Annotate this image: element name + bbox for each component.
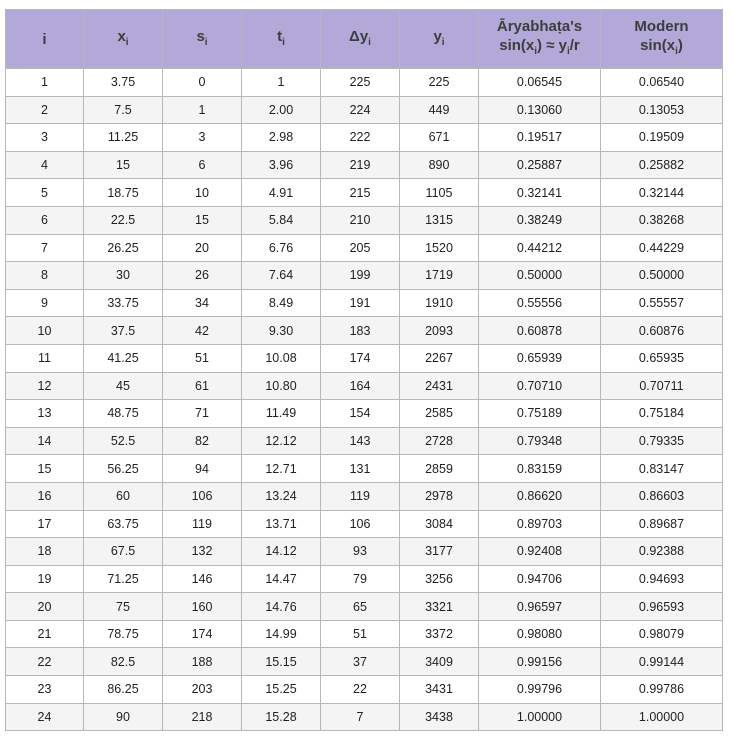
cell-x: 37.5 [84,317,163,345]
cell-s: 3 [163,124,242,152]
cell-modern-sine: 0.25882 [601,151,723,179]
cell-i: 6 [6,206,84,234]
table-row [6,427,723,455]
cell-delta-y: 131 [321,455,400,483]
cell-s: 26 [163,262,242,290]
cell-x: 48.75 [84,400,163,428]
cell-t: 10.80 [242,372,321,400]
cell-i: 11 [6,344,84,372]
cell-aryabhata-sine: 0.99796 [479,676,601,704]
cell-modern-sine: 0.55557 [601,289,723,317]
cell-t: 13.24 [242,482,321,510]
cell-aryabhata-sine: 0.96597 [479,593,601,621]
cell-delta-y: 51 [321,620,400,648]
table-row [6,648,723,676]
cell-delta-y: 106 [321,510,400,538]
cell-x: 78.75 [84,620,163,648]
cell-modern-sine: 1.00000 [601,703,723,731]
cell-y: 1105 [400,179,479,207]
cell-aryabhata-sine: 0.98080 [479,620,601,648]
header-delta-y: $\Delta y_i$ [321,10,400,69]
cell-delta-y: 164 [321,372,400,400]
cell-modern-sine: 0.99144 [601,648,723,676]
cell-y: 3084 [400,510,479,538]
table-row [6,234,723,262]
table-row [6,151,723,179]
cell-aryabhata-sine: 0.86620 [479,482,601,510]
cell-delta-y: 65 [321,593,400,621]
cell-modern-sine: 0.94693 [601,565,723,593]
cell-y: 3256 [400,565,479,593]
table-row [6,124,723,152]
cell-delta-y: 215 [321,179,400,207]
cell-aryabhata-sine: 1.00000 [479,703,601,731]
cell-x: 56.25 [84,455,163,483]
table-row [6,482,723,510]
cell-y: 1719 [400,262,479,290]
cell-i: 17 [6,510,84,538]
table-row [6,620,723,648]
cell-s: 218 [163,703,242,731]
cell-s: 82 [163,427,242,455]
cell-modern-sine: 0.65935 [601,344,723,372]
cell-i: 3 [6,124,84,152]
cell-modern-sine: 0.86603 [601,482,723,510]
cell-modern-sine: 0.50000 [601,262,723,290]
cell-x: 26.25 [84,234,163,262]
cell-t: 12.12 [242,427,321,455]
cell-y: 2431 [400,372,479,400]
cell-t: 2.98 [242,124,321,152]
cell-modern-sine: 0.13053 [601,96,723,124]
header-modern-sine: Modern $\sin(x_i)$ [601,10,723,69]
cell-s: 94 [163,455,242,483]
table-row [6,96,723,124]
cell-x: 90 [84,703,163,731]
cell-t: 14.99 [242,620,321,648]
cell-y: 671 [400,124,479,152]
cell-t: 14.47 [242,565,321,593]
cell-i: 13 [6,400,84,428]
cell-y: 449 [400,96,479,124]
cell-aryabhata-sine: 0.89703 [479,510,601,538]
cell-x: 22.5 [84,206,163,234]
cell-aryabhata-sine: 0.94706 [479,565,601,593]
cell-delta-y: 199 [321,262,400,290]
cell-x: 11.25 [84,124,163,152]
cell-y: 2093 [400,317,479,345]
cell-delta-y: 191 [321,289,400,317]
cell-s: 0 [163,69,242,97]
cell-s: 132 [163,538,242,566]
cell-t: 1 [242,69,321,97]
cell-i: 10 [6,317,84,345]
cell-t: 7.64 [242,262,321,290]
cell-delta-y: 37 [321,648,400,676]
cell-i: 21 [6,620,84,648]
cell-aryabhata-sine: 0.92408 [479,538,601,566]
cell-i: 4 [6,151,84,179]
cell-t: 15.25 [242,676,321,704]
cell-aryabhata-sine: 0.13060 [479,96,601,124]
cell-y: 890 [400,151,479,179]
table-row [6,510,723,538]
cell-i: 2 [6,96,84,124]
cell-modern-sine: 0.89687 [601,510,723,538]
cell-i: 8 [6,262,84,290]
cell-x: 18.75 [84,179,163,207]
cell-aryabhata-sine: 0.38249 [479,206,601,234]
cell-aryabhata-sine: 0.50000 [479,262,601,290]
cell-t: 8.49 [242,289,321,317]
cell-x: 60 [84,482,163,510]
cell-x: 86.25 [84,676,163,704]
table-row [6,372,723,400]
table-row [6,317,723,345]
cell-y: 2978 [400,482,479,510]
cell-i: 5 [6,179,84,207]
cell-y: 2585 [400,400,479,428]
cell-i: 7 [6,234,84,262]
cell-s: 42 [163,317,242,345]
cell-delta-y: 222 [321,124,400,152]
cell-i: 22 [6,648,84,676]
cell-i: 24 [6,703,84,731]
cell-t: 6.76 [242,234,321,262]
cell-aryabhata-sine: 0.99156 [479,648,601,676]
cell-x: 75 [84,593,163,621]
table-row [6,593,723,621]
cell-s: 119 [163,510,242,538]
cell-i: 1 [6,69,84,97]
cell-aryabhata-sine: 0.79348 [479,427,601,455]
cell-t: 10.08 [242,344,321,372]
cell-aryabhata-sine: 0.55556 [479,289,601,317]
cell-delta-y: 174 [321,344,400,372]
cell-s: 61 [163,372,242,400]
table-row [6,565,723,593]
cell-delta-y: 22 [321,676,400,704]
cell-x: 67.5 [84,538,163,566]
table-row [6,206,723,234]
cell-aryabhata-sine: 0.44212 [479,234,601,262]
cell-s: 10 [163,179,242,207]
header-y: $y_i$ [400,10,479,69]
cell-s: 174 [163,620,242,648]
cell-x: 3.75 [84,69,163,97]
cell-aryabhata-sine: 0.32141 [479,179,601,207]
cell-modern-sine: 0.79335 [601,427,723,455]
cell-aryabhata-sine: 0.83159 [479,455,601,483]
cell-modern-sine: 0.75184 [601,400,723,428]
cell-delta-y: 143 [321,427,400,455]
cell-modern-sine: 0.98079 [601,620,723,648]
cell-aryabhata-sine: 0.70710 [479,372,601,400]
cell-modern-sine: 0.44229 [601,234,723,262]
cell-delta-y: 205 [321,234,400,262]
cell-t: 4.91 [242,179,321,207]
cell-s: 6 [163,151,242,179]
cell-y: 3409 [400,648,479,676]
header-t: $t_i$ [242,10,321,69]
cell-s: 20 [163,234,242,262]
cell-x: 33.75 [84,289,163,317]
header-i: i [6,10,84,69]
table-row [6,69,723,97]
cell-x: 7.5 [84,96,163,124]
cell-s: 106 [163,482,242,510]
table-row [6,400,723,428]
cell-aryabhata-sine: 0.06545 [479,69,601,97]
cell-aryabhata-sine: 0.65939 [479,344,601,372]
cell-modern-sine: 0.32144 [601,179,723,207]
cell-t: 11.49 [242,400,321,428]
header-aryabhata-sine: Āryabhaṭa's $\sin(x_i) \approx y_i/r$ [479,10,601,69]
cell-delta-y: 119 [321,482,400,510]
header-s: $s_i$ [163,10,242,69]
cell-delta-y: 7 [321,703,400,731]
header-x: $x_i$ [84,10,163,69]
cell-x: 41.25 [84,344,163,372]
cell-y: 3177 [400,538,479,566]
cell-y: 3372 [400,620,479,648]
sine-table [5,9,723,731]
cell-y: 2728 [400,427,479,455]
cell-t: 2.00 [242,96,321,124]
cell-t: 13.71 [242,510,321,538]
cell-t: 15.28 [242,703,321,731]
table-row [6,262,723,290]
cell-delta-y: 183 [321,317,400,345]
cell-modern-sine: 0.06540 [601,69,723,97]
cell-s: 160 [163,593,242,621]
cell-modern-sine: 0.96593 [601,593,723,621]
cell-y: 1520 [400,234,479,262]
table-row [6,676,723,704]
cell-y: 2859 [400,455,479,483]
cell-aryabhata-sine: 0.19517 [479,124,601,152]
table-row [6,179,723,207]
cell-delta-y: 219 [321,151,400,179]
cell-s: 188 [163,648,242,676]
cell-t: 15.15 [242,648,321,676]
cell-delta-y: 210 [321,206,400,234]
cell-t: 9.30 [242,317,321,345]
cell-y: 3438 [400,703,479,731]
cell-i: 9 [6,289,84,317]
cell-x: 30 [84,262,163,290]
cell-modern-sine: 0.60876 [601,317,723,345]
cell-s: 15 [163,206,242,234]
table-row [6,703,723,731]
cell-i: 14 [6,427,84,455]
cell-i: 23 [6,676,84,704]
cell-modern-sine: 0.70711 [601,372,723,400]
cell-i: 19 [6,565,84,593]
cell-s: 203 [163,676,242,704]
header-row [6,10,723,69]
cell-t: 14.76 [242,593,321,621]
cell-s: 71 [163,400,242,428]
cell-y: 225 [400,69,479,97]
cell-s: 146 [163,565,242,593]
cell-t: 3.96 [242,151,321,179]
table-row [6,289,723,317]
cell-delta-y: 93 [321,538,400,566]
cell-modern-sine: 0.38268 [601,206,723,234]
cell-t: 12.71 [242,455,321,483]
cell-aryabhata-sine: 0.60878 [479,317,601,345]
table-row [6,538,723,566]
cell-x: 63.75 [84,510,163,538]
cell-x: 45 [84,372,163,400]
cell-x: 71.25 [84,565,163,593]
cell-i: 20 [6,593,84,621]
cell-x: 82.5 [84,648,163,676]
cell-y: 1910 [400,289,479,317]
cell-i: 12 [6,372,84,400]
cell-delta-y: 79 [321,565,400,593]
cell-x: 15 [84,151,163,179]
table-body [6,69,723,731]
cell-delta-y: 154 [321,400,400,428]
cell-i: 15 [6,455,84,483]
cell-aryabhata-sine: 0.25887 [479,151,601,179]
table-row [6,344,723,372]
cell-modern-sine: 0.83147 [601,455,723,483]
cell-y: 3321 [400,593,479,621]
cell-y: 2267 [400,344,479,372]
cell-i: 18 [6,538,84,566]
cell-s: 1 [163,96,242,124]
cell-i: 16 [6,482,84,510]
cell-y: 3431 [400,676,479,704]
cell-delta-y: 225 [321,69,400,97]
cell-aryabhata-sine: 0.75189 [479,400,601,428]
cell-modern-sine: 0.99786 [601,676,723,704]
cell-s: 51 [163,344,242,372]
cell-modern-sine: 0.19509 [601,124,723,152]
table-row [6,455,723,483]
cell-x: 52.5 [84,427,163,455]
cell-modern-sine: 0.92388 [601,538,723,566]
cell-s: 34 [163,289,242,317]
cell-t: 5.84 [242,206,321,234]
cell-t: 14.12 [242,538,321,566]
cell-y: 1315 [400,206,479,234]
cell-delta-y: 224 [321,96,400,124]
